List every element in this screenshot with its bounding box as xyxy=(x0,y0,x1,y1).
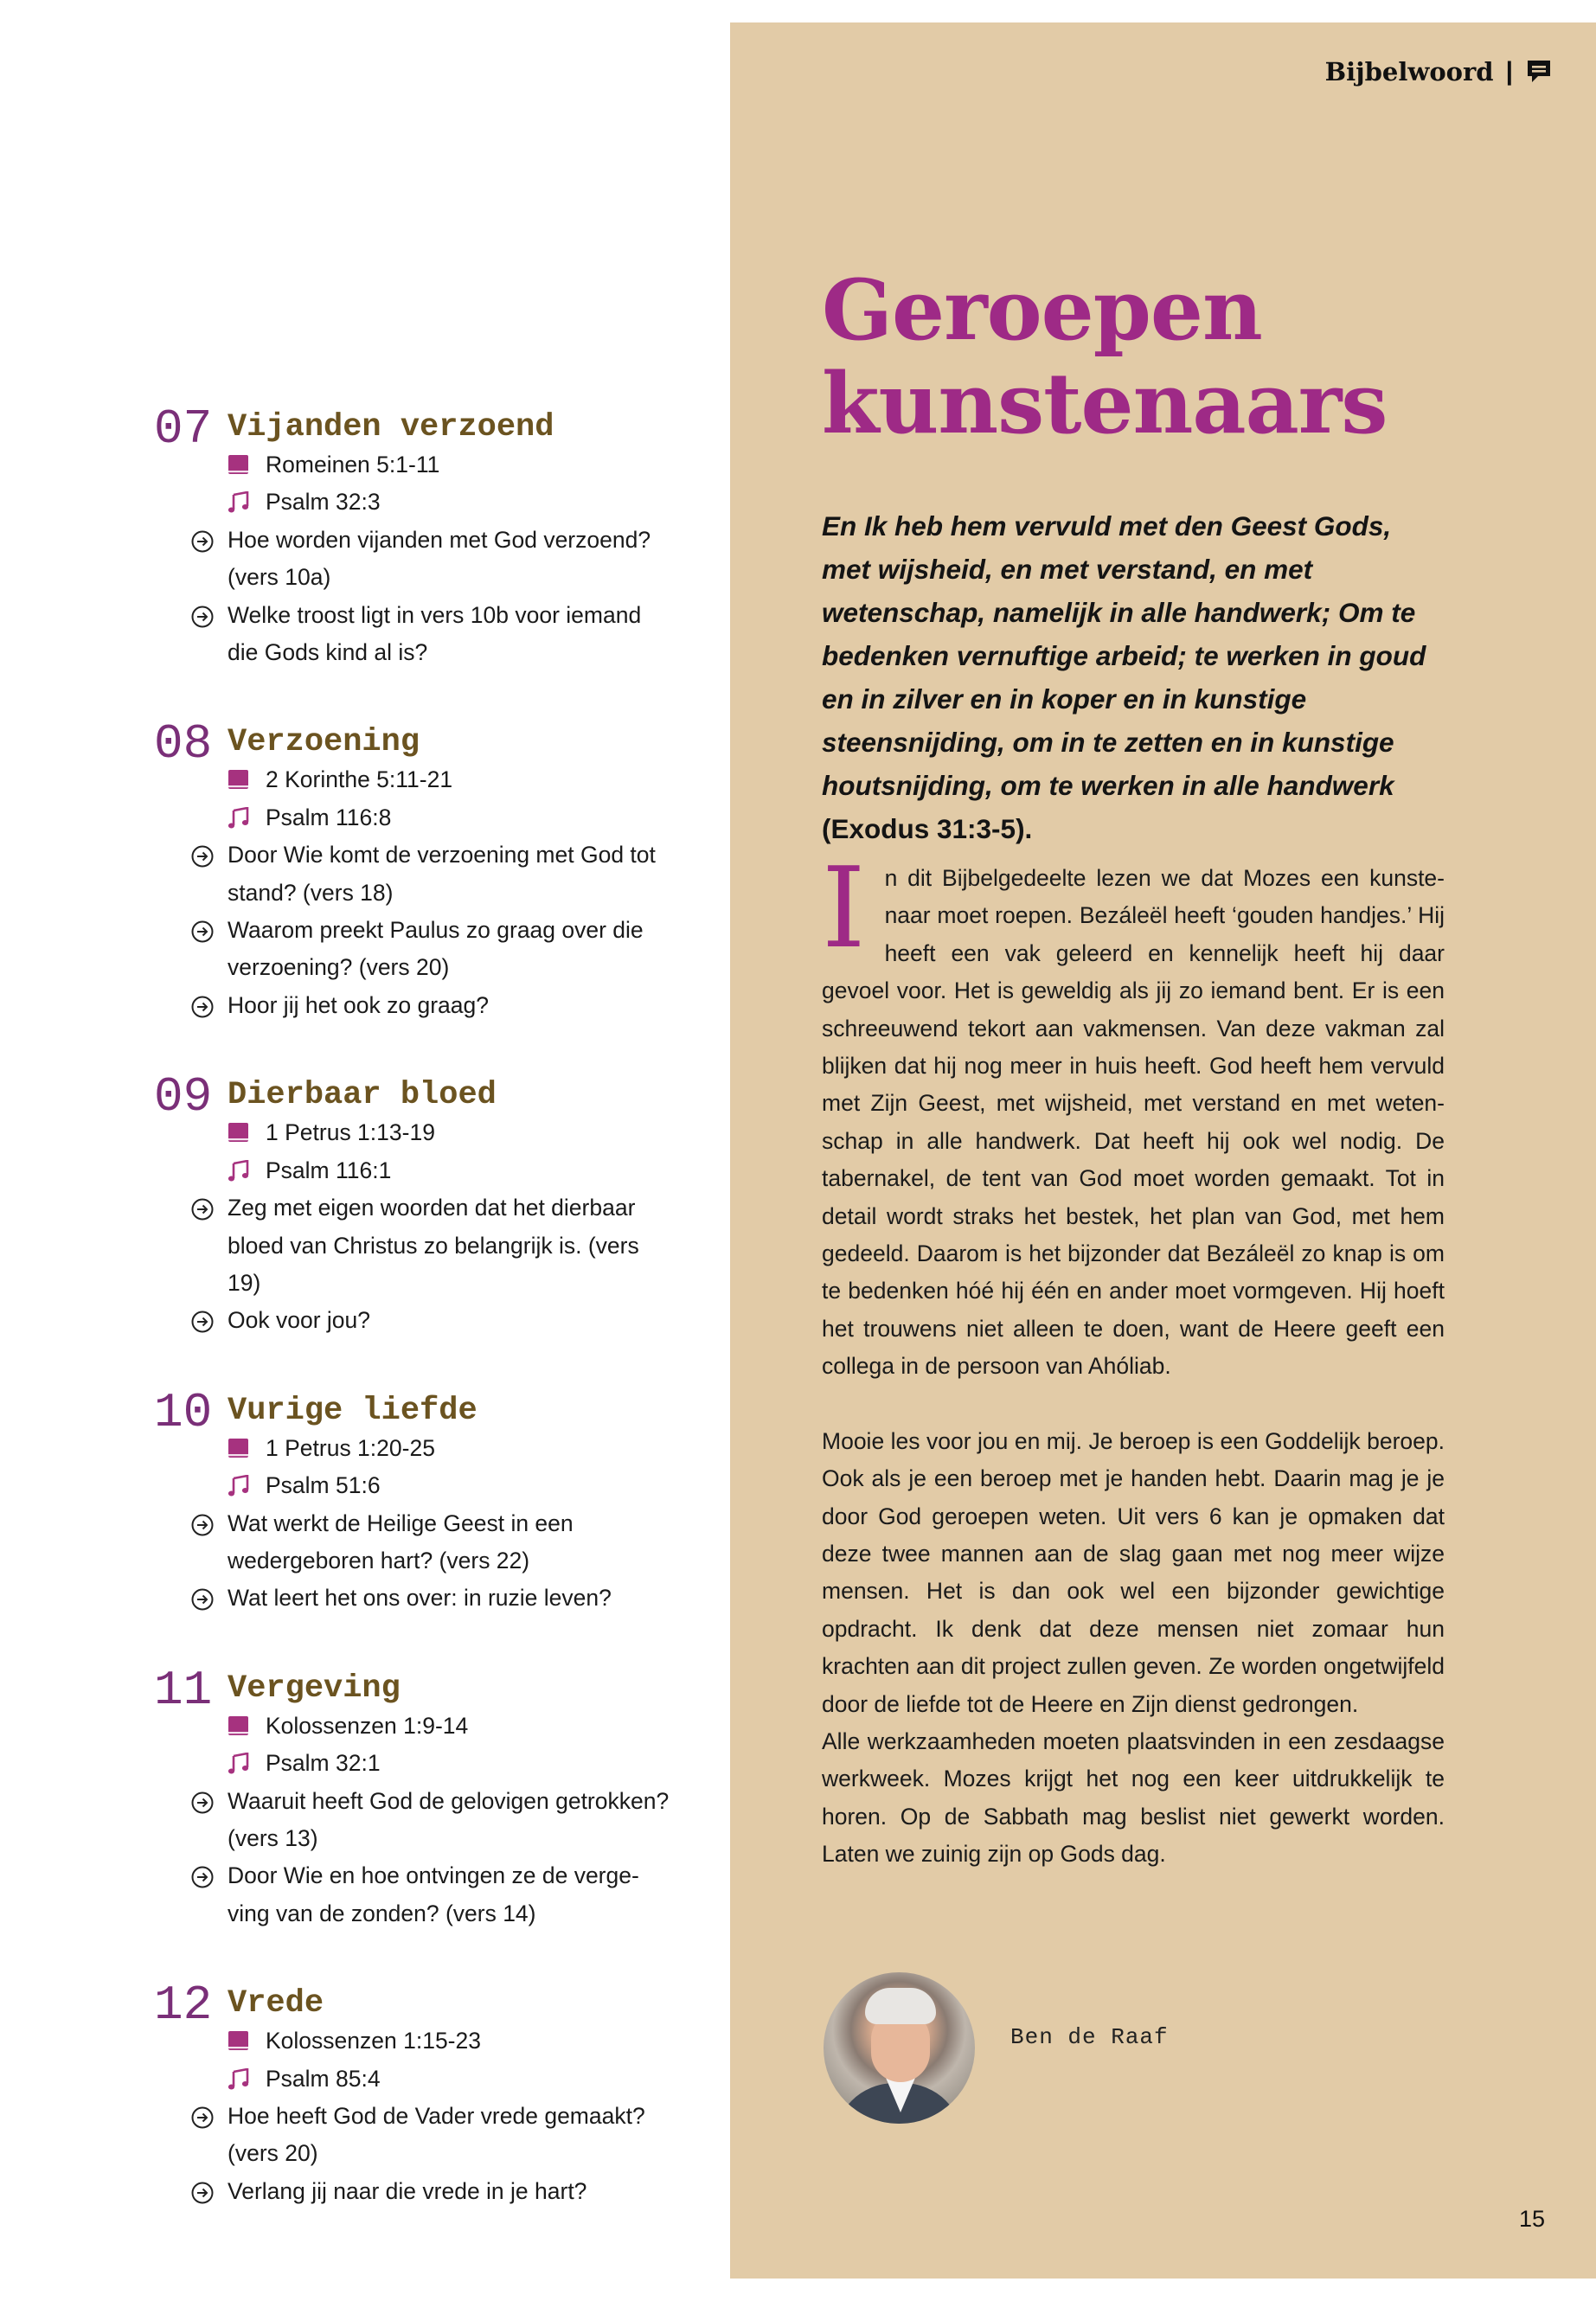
book-icon xyxy=(228,454,250,477)
study-number: 09 xyxy=(154,1069,213,1125)
psalm-reference xyxy=(228,1467,673,1504)
arrow-right-circle-icon xyxy=(191,606,214,628)
arrow-right-circle-icon xyxy=(191,2182,214,2204)
psalm-text: Psalm 32:3 xyxy=(266,489,381,516)
question-text: Hoor jij het ook zo graag? xyxy=(228,991,489,1018)
study-title: Dierbaar bloed xyxy=(228,1077,497,1114)
study-title: Vergeving xyxy=(228,1670,401,1707)
music-note-icon xyxy=(228,1753,250,1775)
psalm-text: Psalm 51:6 xyxy=(266,1472,381,1499)
study-title: Vrede xyxy=(228,1985,324,2022)
bible-reading xyxy=(228,2022,673,2060)
question-text: Door Wie komt de verzoening met God tot stand? (vers 18) xyxy=(228,842,656,906)
study-number: 11 xyxy=(154,1662,213,1718)
study-number: 08 xyxy=(154,716,213,772)
study-number: 07 xyxy=(154,401,213,457)
author-photo xyxy=(824,1972,975,2124)
study-item xyxy=(154,1069,673,1339)
article-title xyxy=(822,261,1531,452)
speech-bubble-icon xyxy=(1525,58,1553,86)
question-text: Wat werkt de Heilige Geest in een wedergeboren hart? (vers 22) xyxy=(228,1509,574,1574)
book-icon xyxy=(228,1438,250,1460)
music-note-icon xyxy=(228,807,250,830)
book-icon xyxy=(228,1715,250,1738)
psalm-text: Psalm 116:8 xyxy=(266,804,392,830)
arrow-right-circle-icon xyxy=(191,1588,214,1611)
section-separator: | xyxy=(1505,57,1513,86)
study-question xyxy=(191,2173,673,2210)
question-text: Door Wie en hoe ontvingen ze de vergeving van de zonden? (vers 14) xyxy=(228,1862,639,1926)
psalm-reference xyxy=(228,2061,673,2098)
study-question xyxy=(191,2098,673,2173)
study-number: 12 xyxy=(154,1977,213,2034)
question-text: Waarom preekt Paulus zo graag over die verzoening? (vers 20) xyxy=(228,917,644,981)
question-text: Ook voor jou? xyxy=(228,1307,370,1334)
study-question xyxy=(191,987,673,1024)
book-icon xyxy=(228,1122,250,1144)
study-question xyxy=(191,1580,673,1617)
arrow-right-circle-icon xyxy=(191,920,214,943)
reading-text: Kolossenzen 1:9-14 xyxy=(266,1712,469,1739)
question-text: Zeg met eigen woorden dat het dierbaar bloed van Christus zo belangrijk is. (vers 19) xyxy=(228,1195,639,1296)
psalm-reference xyxy=(228,1152,673,1189)
section-label: Bijbelwoord xyxy=(1324,57,1494,87)
psalm-text: Psalm 32:1 xyxy=(266,1750,381,1777)
psalm-reference xyxy=(228,484,673,521)
article-body xyxy=(822,844,1445,1874)
page-number: 15 xyxy=(1519,2206,1546,2232)
study-item xyxy=(154,401,673,671)
bible-reading xyxy=(228,761,673,798)
arrow-right-circle-icon xyxy=(191,845,214,868)
study-item xyxy=(154,1662,673,1932)
study-question xyxy=(191,1783,673,1858)
study-item xyxy=(154,716,673,1024)
arrow-right-circle-icon xyxy=(191,530,214,553)
study-question xyxy=(191,597,673,672)
study-question xyxy=(191,836,673,912)
arrow-right-circle-icon xyxy=(191,1791,214,1814)
bible-reading xyxy=(228,446,673,484)
bible-reading xyxy=(228,1708,673,1745)
question-text: Waaruit heeft God de gelovigen getrokken? (vers 13) xyxy=(228,1787,670,1851)
reading-text: Kolossenzen 1:15-23 xyxy=(266,2028,481,2054)
arrow-right-circle-icon xyxy=(191,2106,214,2129)
psalm-reference xyxy=(228,1745,673,1782)
bible-reading xyxy=(228,1430,673,1467)
reading-text: 1 Petrus 1:13-19 xyxy=(266,1119,435,1146)
study-title: Vurige liefde xyxy=(228,1392,478,1429)
arrow-right-circle-icon xyxy=(191,996,214,1018)
paragraph-1: n dit Bijbelgedeelte lezen we dat Mozes een kunstenaar moet roepen. Bezáleël heeft ‘gouden handjes.’ Hij heeft een vak geleerd en kennelijk heeft hij daar gevoel voor. Het is geweldig als jij zo iemand bent. Er is een schreeuwend tekort aan vakmensen. Van deze vakman zal blijken dat hij nog meer in huis heeft. God heeft hem vervuld met Zijn Geest, met wijsheid, met verstand en met wetenschap in alle handwerk. Dat heeft hij ook wel nodig. De tabernakel, de tent van God moet worden gemaakt. Tot in detail wordt straks het bestek, het plan van God, met hem gedeeld. Daarom is het bijzonder dat Bezáleël zo knap is om te bedenken hóé hij één en ander moet vormgeven. Hij hoeft het trouwens niet alleen te doen, want de Heere geeft een collega in de persoon van Ahóliab. xyxy=(822,865,1445,1380)
bible-reading xyxy=(228,1114,673,1151)
arrow-right-circle-icon xyxy=(191,1866,214,1888)
psalm-reference xyxy=(228,799,673,836)
title-line-2: kunstenaars xyxy=(822,355,1388,452)
question-text: Verlang jij naar die vrede in je hart? xyxy=(228,2177,587,2204)
arrow-right-circle-icon xyxy=(191,1198,214,1221)
question-text: Welke troost ligt in vers 10b voor iemand die Gods kind al is? xyxy=(228,601,642,666)
arrow-right-circle-icon xyxy=(191,1514,214,1536)
author-name: Ben de Raaf xyxy=(1010,2024,1169,2050)
study-question xyxy=(191,1857,673,1932)
quote-reference: (Exodus 31:3-5). xyxy=(822,813,1033,844)
paragraph-2: Mooie les voor jou en mij. Je beroep is een Goddelijk beroep. Ook als je een beroep met je handen hebt. Daarin mag je je door God geroepen weten. Uit vers 6 kan je opmaken dat deze twee mannen aan de slag gaan met nog meer wijze mensen. Het is dan ook wel een bijzonder gewichtige opdracht. Ik denk dat deze mensen niet zomaar hun krachten aan dit project zullen geven. Ze worden ongetwijfeld door de liefde tot de Heere en Zijn dienst gedrongen. xyxy=(822,1427,1445,1717)
study-question xyxy=(191,912,673,987)
music-note-icon xyxy=(228,491,250,514)
scripture-quote xyxy=(822,504,1445,850)
psalm-text: Psalm 116:1 xyxy=(266,1157,392,1183)
paragraph-3: Alle werkzaamheden moeten plaatsvinden in een zesdaagse werkweek. Mozes krijgt het nog een keer uitdrukkelijk te horen. Op de Sabbath mag beslist niet gewerkt worden. Laten we zuinig zijn op Gods dag. xyxy=(822,1727,1445,1868)
study-question xyxy=(191,1189,673,1302)
music-note-icon xyxy=(228,1475,250,1497)
reading-text: 2 Korinthe 5:11-21 xyxy=(266,766,453,793)
quote-text: En Ik heb hem vervuld met den Geest Gods, met wijsheid, en met verstand, en met wetenschap, namelijk in alle handwerk; Om te bedenken vernuftige arbeid; te werken in goud en in zilver en in koper en in kunstige steensnijding, om in te zetten en in kunstige houtsnijding, om te werken in alle handwerk xyxy=(822,510,1426,801)
book-icon xyxy=(228,769,250,792)
study-item xyxy=(154,1977,673,2210)
question-text: Hoe worden vijanden met God verzoend? (vers 10a) xyxy=(228,526,651,591)
question-text: Hoe heeft God de Vader vrede gemaakt? (vers 20) xyxy=(228,2103,645,2167)
study-question xyxy=(191,1302,673,1339)
question-text: Wat leert het ons over: in ruzie leven? xyxy=(228,1585,612,1612)
study-question xyxy=(191,522,673,597)
avatar xyxy=(824,1972,975,2124)
bible-study-list xyxy=(154,401,673,2210)
study-question xyxy=(191,1505,673,1580)
reading-text: 1 Petrus 1:20-25 xyxy=(266,1434,435,1461)
study-title: Verzoening xyxy=(228,724,420,761)
music-note-icon xyxy=(228,1160,250,1183)
music-note-icon xyxy=(228,2068,250,2091)
title-line-1: Geroepen xyxy=(822,261,1262,359)
study-item xyxy=(154,1384,673,1618)
study-title: Vijanden verzoend xyxy=(228,409,554,445)
study-number: 10 xyxy=(154,1384,213,1440)
book-icon xyxy=(228,2030,250,2053)
reading-text: Romeinen 5:1-11 xyxy=(266,452,440,478)
arrow-right-circle-icon xyxy=(191,1311,214,1333)
section-tag xyxy=(1325,57,1553,87)
drop-cap: I xyxy=(822,844,866,973)
psalm-text: Psalm 85:4 xyxy=(266,2065,381,2092)
